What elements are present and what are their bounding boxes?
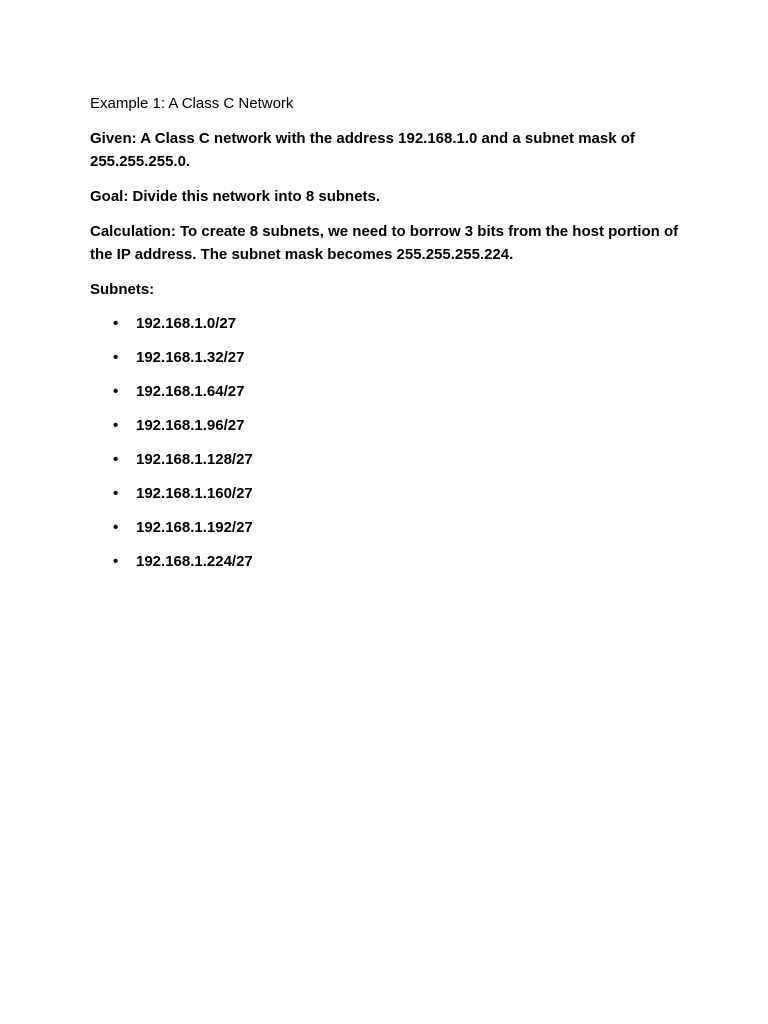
goal-paragraph: Goal: Divide this network into 8 subnets. [90, 188, 381, 205]
bullet-icon: • [113, 383, 119, 400]
subnet-address: 192.168.1.96/27 [136, 417, 245, 434]
bullet-icon: • [113, 553, 119, 570]
bullet-icon: • [113, 315, 119, 332]
list-item [90, 483, 690, 505]
list-item [90, 415, 690, 437]
bullet-icon: • [113, 485, 119, 502]
list-item [90, 449, 690, 471]
subnets-label: Subnets: [90, 281, 155, 298]
list-item [90, 551, 690, 573]
list-item [90, 313, 690, 335]
example-heading: Example 1: A Class C Network [90, 95, 294, 112]
list-item [90, 517, 690, 539]
subnet-address: 192.168.1.32/27 [136, 349, 245, 366]
bullet-icon: • [113, 451, 119, 468]
given-paragraph: Given: A Class C network with the address 192.168.1.0 and a subnet mask of 255.255.255.0. [90, 130, 635, 170]
subnet-address: 192.168.1.0/27 [136, 315, 237, 332]
subnet-address: 192.168.1.160/27 [136, 485, 253, 502]
subnet-list [90, 313, 690, 573]
subnet-address: 192.168.1.64/27 [136, 383, 245, 400]
subnet-address: 192.168.1.192/27 [136, 519, 253, 536]
bullet-icon: • [113, 349, 119, 366]
bullet-icon: • [113, 417, 119, 434]
list-item [90, 347, 690, 369]
document-page [90, 93, 690, 585]
calculation-paragraph: Calculation: To create 8 subnets, we need to borrow 3 bits from the host portion of the IP address. The subnet mask becomes 255.255.255.224. [90, 223, 679, 263]
bullet-icon: • [113, 519, 119, 536]
list-item [90, 381, 690, 403]
subnet-address: 192.168.1.128/27 [136, 451, 253, 468]
subnet-address: 192.168.1.224/27 [136, 553, 253, 570]
